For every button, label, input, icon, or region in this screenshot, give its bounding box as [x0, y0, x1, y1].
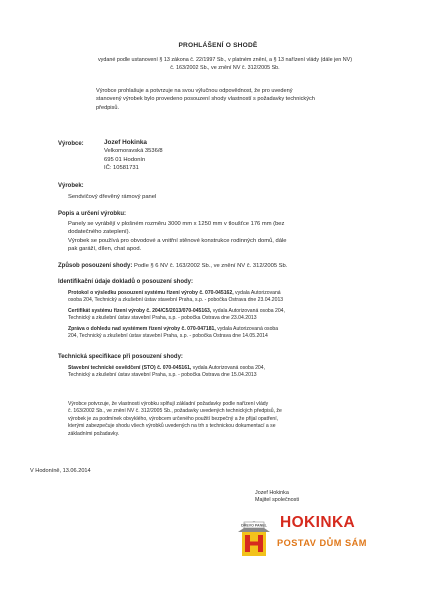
document-item-1-rest: vydala Autorizovaná — [233, 290, 281, 296]
document-item-3-rest: vydala Autorizovaná osoba — [215, 326, 279, 332]
document-item-2-line-2: Technický a zkušební ústav stavební Praha, s.p. - pobočka Ostrava dne 23.04.2013 — [68, 315, 257, 322]
description-label: Popis a určení výrobku: — [58, 211, 127, 217]
description-block — [68, 220, 398, 254]
legal-basis-line-2: č. 163/2002 Sb., ve znění NV č. 312/2005 Sb. — [170, 65, 280, 72]
description-line-4: pak garáží, dílen, chat apod. — [68, 246, 142, 253]
legal-basis — [40, 56, 410, 72]
intro-line-1: Výrobce prohlašuje a potvrzuje na svou výlučnou odpovědnost, že pro uvedený — [96, 88, 293, 94]
documents-label: Identifikační údaje dokladů o posouzení shody: — [58, 279, 194, 285]
manufacturer-street: Velkomoravská 3536/8 — [104, 148, 163, 155]
closing-line-5: základními požadavky. — [68, 430, 120, 437]
document-item-1-title: Protokol o výsledku posouzení systému řízení výroby č. 070-045162, — [68, 290, 234, 296]
brand-tagline: POSTAV DŮM SÁM — [277, 538, 367, 548]
logo-house-text: DŘEVO PANEL — [241, 523, 267, 528]
assessment-label: Způsob posouzení shody: — [58, 263, 133, 269]
product-value: Sendvičový dřevěný rámový panel — [68, 194, 157, 200]
intro-line-2: stanovený výrobek bylo provedeno posouzení shody vlastností s požadavky technických — [96, 96, 315, 103]
document-item-3-title: Zpráva o dohledu nad systémem řízení výroby č. 070-047181, — [68, 326, 216, 332]
intro-line-3: předpisů. — [96, 104, 120, 111]
manufacturer-name: Jozef Hokinka — [104, 139, 147, 146]
closing-line-1: Výrobce potvrzuje, že vlastnosti výrobku splňují základní požadavky podle nařízení vlády — [68, 401, 269, 407]
technical-item-rest: vydala Autorizovaná osoba 204, — [191, 365, 265, 371]
brand-name: HOKINKA — [280, 514, 356, 531]
product-label: Výrobek: — [58, 183, 84, 189]
manufacturer-city: 695 01 Hodonín — [104, 156, 146, 163]
manufacturer-label: Výrobce: — [58, 141, 84, 147]
technical-item-line-2: Technický a zkušební ústav stavební Praha, s.p. - pobočka Ostrava dne 15.04.2013 — [68, 372, 257, 379]
document-item-2 — [68, 308, 418, 323]
document-item-3-line-2: 204, Technický a zkušební ústav stavební Praha, s.p. - pobočka Ostrava dne 14.05.2014 — [68, 333, 268, 340]
closing-line-3: výrobek je za podmínek obvyklého, výrobcem určeného použití bezpečný a že přijal opatření, — [68, 415, 279, 422]
intro-paragraph — [96, 87, 396, 112]
document-item-2-rest: vydala Autorizovaná osoba 204, — [211, 308, 285, 314]
document-item-1-line-2: osoba 204, Technický a zkušební ústav stavební Praha, s.p. - pobočka Ostrava dne 23.04.2013 — [68, 297, 284, 304]
closing-line-4: kterými zabezpečuje shodu všech výrobků uvedených na trh s technickou dokumentací a se — [68, 423, 276, 430]
document-item-3 — [68, 326, 418, 341]
legal-basis-line-1: vydané podle ustanovení § 13 zákona č. 22/1997 Sb., v platném znění, a § 13 nařízení vlády (dále jen NV) — [97, 57, 353, 63]
document-item-2-title: Certifikát systému řízení výroby č. 204/C5/2013/070-045163, — [68, 308, 212, 314]
technical-item — [68, 365, 418, 380]
manufacturer-ico: IČ: 10581731 — [104, 165, 139, 172]
signatory-role: Majitel společnosti — [255, 497, 300, 504]
manufacturer-block — [104, 139, 163, 173]
document-title: PROHLÁŠENÍ O SHODĚ — [178, 42, 258, 49]
assessment-row — [58, 262, 428, 270]
signature-block — [255, 490, 299, 505]
description-line-1: Panely se vyrábějí v plošném rozměru 3000 mm x 1250 mm v tloušťce 176 mm (bez — [68, 221, 285, 227]
technical-item-title: Stavební technické osvědčení (STO) č. 070-045161, — [68, 365, 192, 371]
document-item-1 — [68, 290, 418, 305]
place-date: V Hodoníně, 13.06.2014 — [30, 468, 91, 474]
description-line-2: dodatečného zateplení). — [68, 229, 131, 236]
signatory-name: Jozef Hokinka — [255, 490, 289, 496]
assessment-value: Podle § 6 NV č. 163/2002 Sb., ve znění NV č. 312/2005 Sb. — [133, 263, 288, 269]
company-logo-house-icon — [236, 518, 272, 554]
description-line-3: Výrobek se používá pro obvodové a vnitřní stěnové konstrukce rodinných domů, dále — [68, 237, 287, 244]
closing-paragraph — [68, 401, 418, 438]
closing-line-2: č. 163/2002 Sb., ve znění NV č. 312/2005 Sb., požadavky uvedených technických předpisů, že — [68, 408, 282, 415]
technical-label: Technická specifikace při posouzení shody: — [58, 354, 183, 360]
